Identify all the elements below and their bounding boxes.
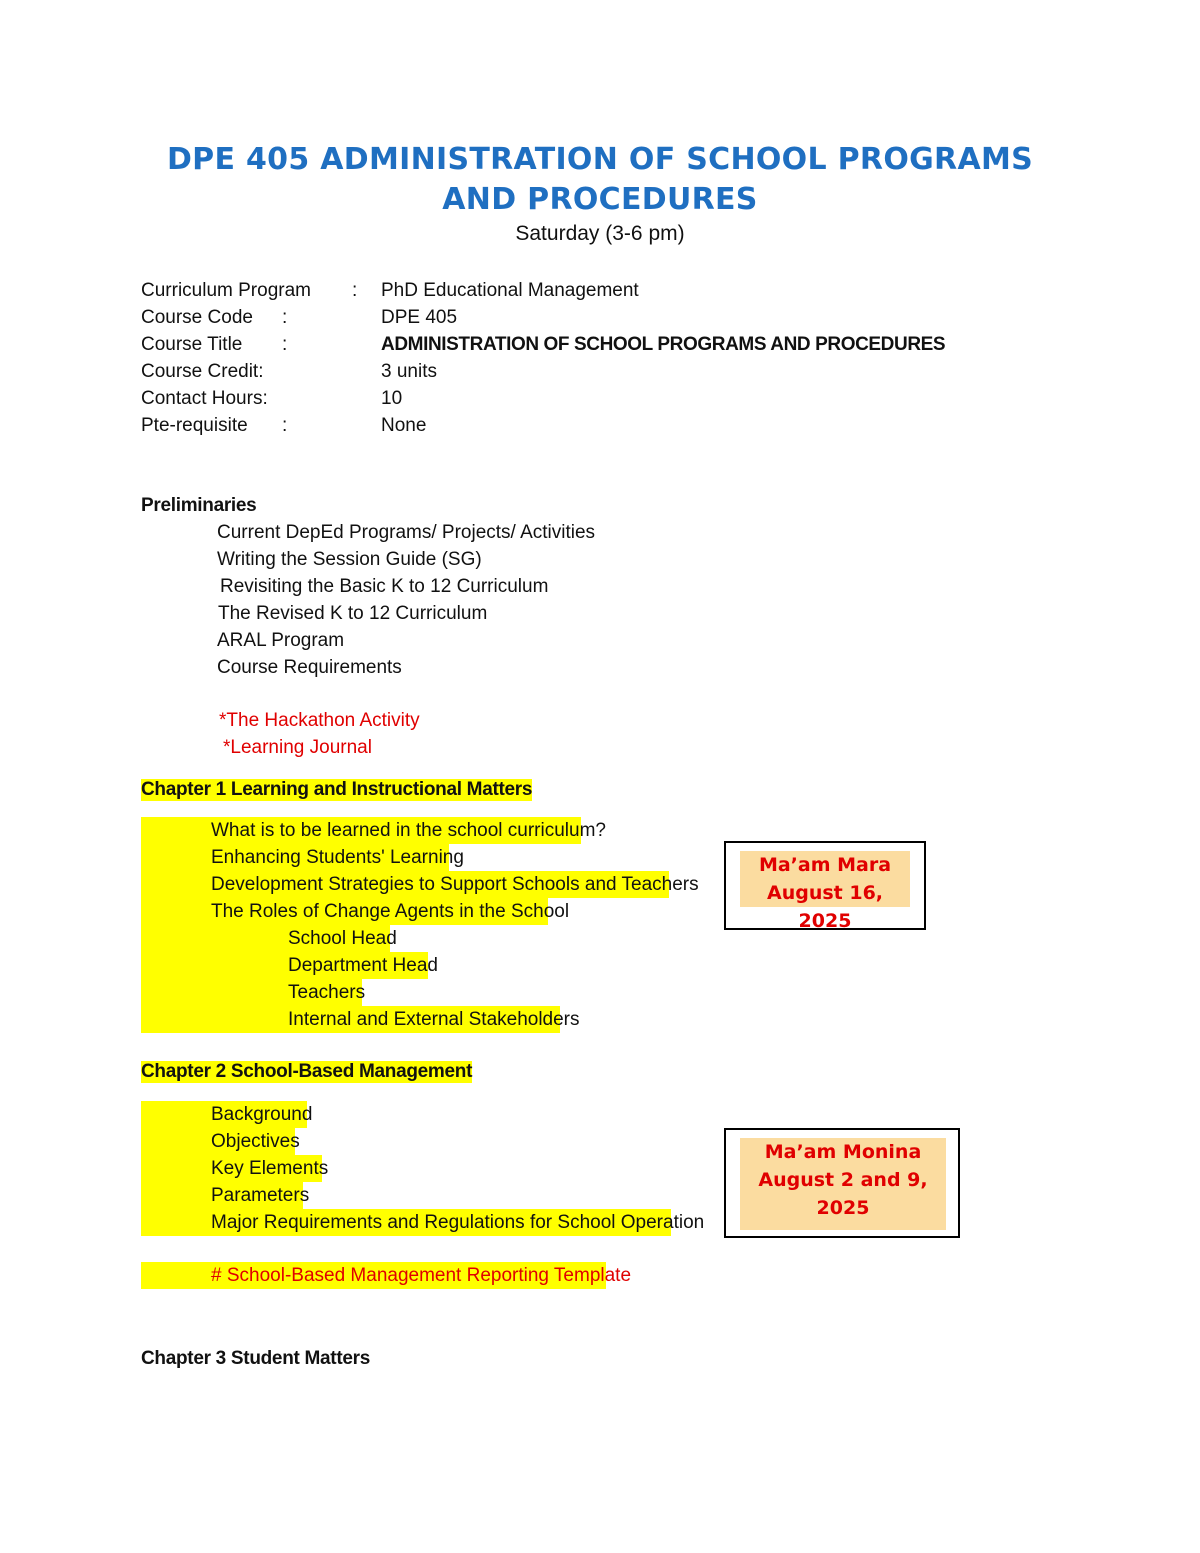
list-item: Development Strategies to Support Schools and Teachers xyxy=(211,874,699,895)
requirement-note: *The Hackathon Activity xyxy=(219,710,420,731)
course-info-label: Course Code xyxy=(141,307,253,328)
course-info-row xyxy=(0,388,1200,415)
instructor-label xyxy=(740,1138,946,1230)
preliminaries-heading: Preliminaries xyxy=(141,495,257,516)
course-info-colon: : xyxy=(282,334,288,355)
list-item: Parameters xyxy=(211,1185,310,1206)
course-info-value: 3 units xyxy=(381,361,437,382)
list-item: Objectives xyxy=(211,1131,300,1152)
list-item: Revisiting the Basic K to 12 Curriculum xyxy=(220,576,549,597)
course-info-label: Pte-requisite xyxy=(141,415,248,436)
course-info-label: Contact Hours: xyxy=(141,388,268,409)
list-item: Major Requirements and Regulations for School Operation xyxy=(211,1212,705,1233)
course-info-value: 10 xyxy=(381,388,403,409)
course-info-colon: : xyxy=(282,307,288,328)
course-info-value: PhD Educational Management xyxy=(381,280,639,301)
list-item: Course Requirements xyxy=(217,657,402,678)
session-date: August 16, 2025 xyxy=(766,882,884,932)
instructor-box-chapter-2 xyxy=(724,1128,960,1238)
course-info-label: Course Credit: xyxy=(141,361,264,382)
document-title-line-2: AND PROCEDURES xyxy=(442,182,758,217)
list-subitem: School Head xyxy=(288,928,397,949)
chapter-3-heading: Chapter 3 Student Matters xyxy=(141,1348,370,1369)
course-info-row xyxy=(0,334,1200,361)
instructor-box-chapter-1 xyxy=(724,841,926,930)
instructor-label xyxy=(740,851,910,932)
chapter-1-heading: Chapter 1 Learning and Instructional Matters xyxy=(141,779,533,800)
list-item: The Revised K to 12 Curriculum xyxy=(218,603,488,624)
course-info-label: Curriculum Program xyxy=(141,280,311,301)
schedule-subtitle: Saturday (3-6 pm) xyxy=(515,222,685,245)
course-info-colon: : xyxy=(352,280,358,301)
list-item: Writing the Session Guide (SG) xyxy=(217,549,482,570)
course-info-row xyxy=(0,307,1200,334)
list-item: What is to be learned in the school curriculum? xyxy=(211,820,606,841)
course-info-row xyxy=(0,415,1200,442)
document-title-line-1: DPE 405 ADMINISTRATION OF SCHOOL PROGRAMS xyxy=(166,142,1034,177)
requirement-note: *Learning Journal xyxy=(223,737,372,758)
course-info-value: None xyxy=(381,415,427,436)
list-item: Background xyxy=(211,1104,313,1125)
course-info-colon: : xyxy=(282,415,288,436)
list-subitem: Department Head xyxy=(288,955,438,976)
list-subitem: Internal and External Stakeholders xyxy=(288,1009,580,1030)
list-item: The Roles of Change Agents in the School xyxy=(211,901,570,922)
list-item: ARAL Program xyxy=(217,630,345,651)
course-info-row xyxy=(0,280,1200,307)
course-info-value: ADMINISTRATION OF SCHOOL PROGRAMS AND PROCEDURES xyxy=(381,334,946,355)
course-info-row xyxy=(0,361,1200,388)
list-item: Key Elements xyxy=(211,1158,329,1179)
chapter-2-heading: Chapter 2 School-Based Management xyxy=(141,1061,473,1082)
course-info-label: Course Title xyxy=(141,334,243,355)
list-item: Enhancing Students' Learning xyxy=(211,847,464,868)
list-subitem: Teachers xyxy=(288,982,366,1003)
instructor-name: Ma’am Monina xyxy=(764,1141,922,1163)
list-item: Current DepEd Programs/ Projects/ Activities xyxy=(217,522,596,543)
session-date: August 2 and 9, 2025 xyxy=(758,1169,928,1219)
course-info-value: DPE 405 xyxy=(381,307,458,328)
instructor-name: Ma’am Mara xyxy=(758,854,892,876)
reporting-template-note: # School-Based Management Reporting Template xyxy=(211,1265,632,1286)
